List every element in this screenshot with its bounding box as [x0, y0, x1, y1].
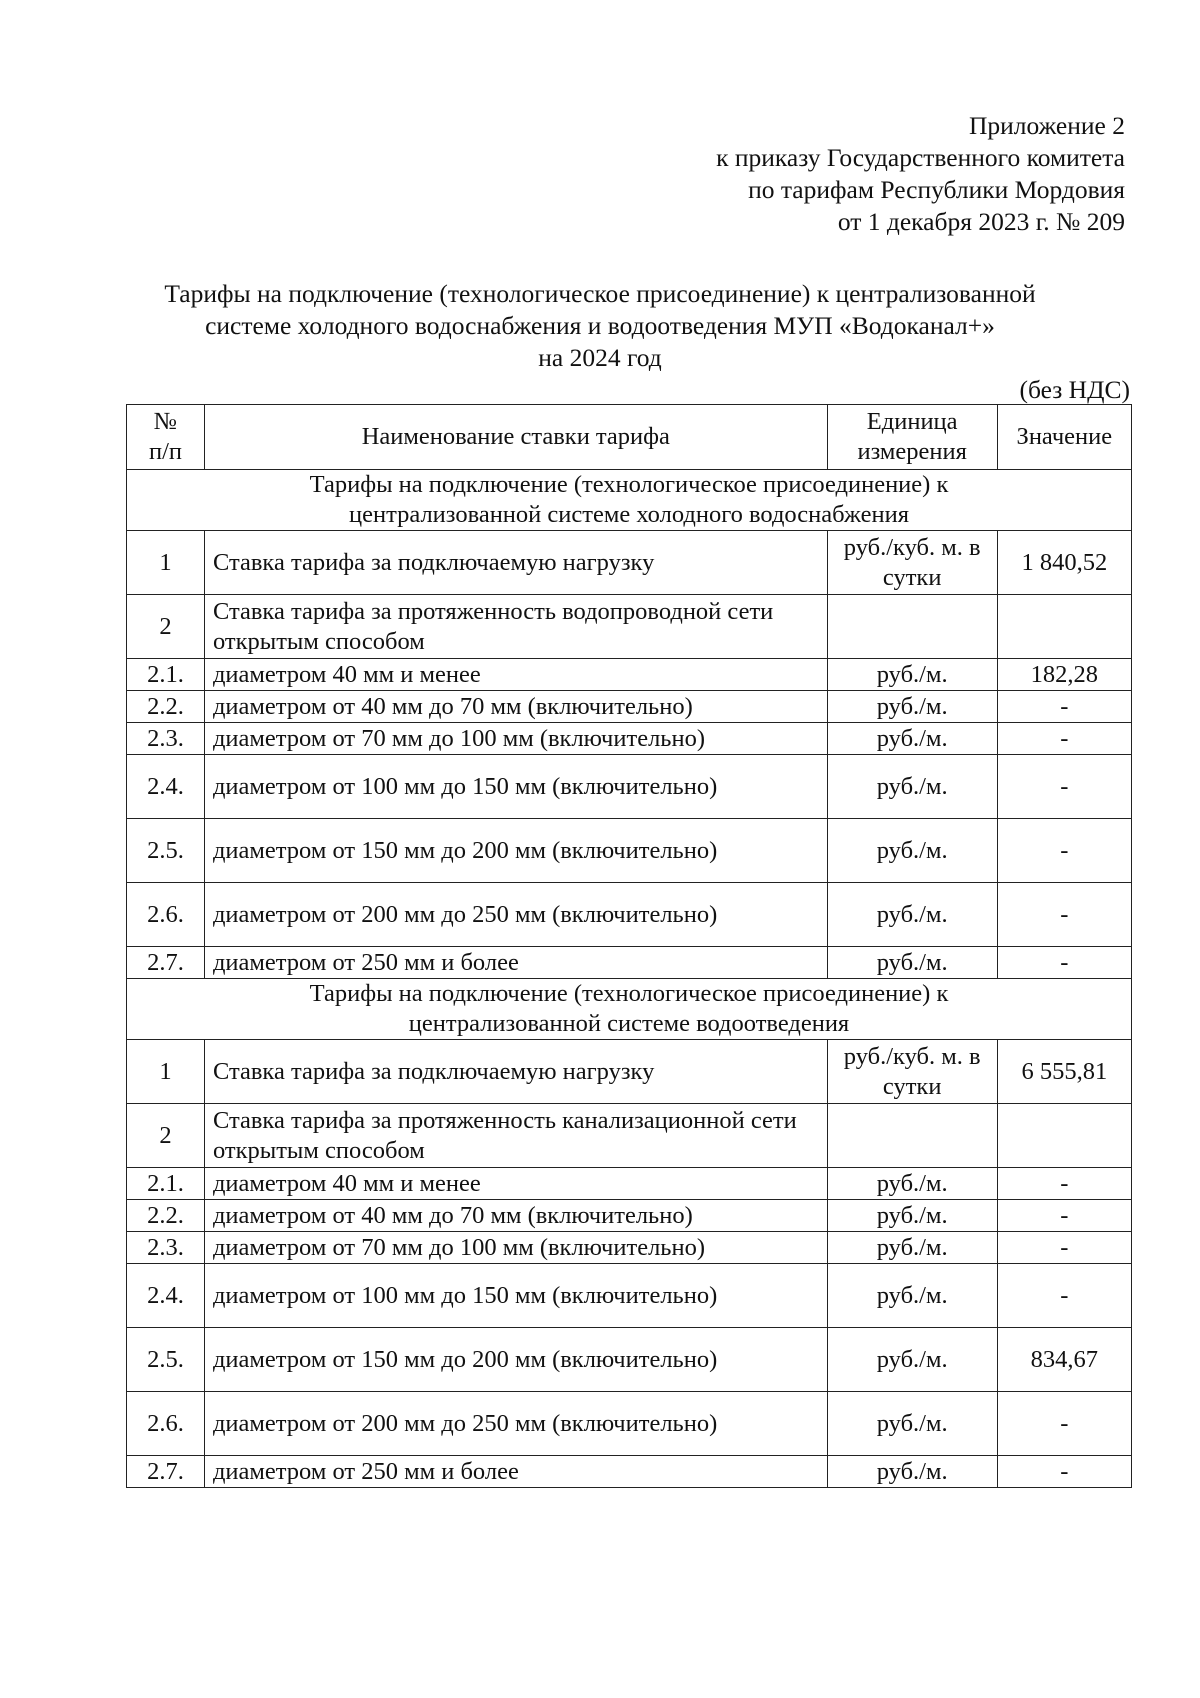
table-row: 2.7. диаметром от 250 мм и более руб./м. - — [127, 947, 1132, 979]
table-row: 2.5. диаметром от 150 мм до 200 мм (включительно) руб./м. - — [127, 819, 1132, 883]
header-name: Наименование ставки тарифа — [204, 405, 827, 470]
table-row: 2.5. диаметром от 150 мм до 200 мм (включительно) руб./м. 834,67 — [127, 1328, 1132, 1392]
section-row — [127, 470, 1132, 531]
table-row: 2.4. диаметром от 100 мм до 150 мм (включительно) руб./м. - — [127, 755, 1132, 819]
table-row: 2.3. диаметром от 70 мм до 100 мм (включительно) руб./м. - — [127, 723, 1132, 755]
table-row: 2.6. диаметром от 200 мм до 250 мм (включительно) руб./м. - — [127, 1392, 1132, 1456]
table-row: 2.2. диаметром от 40 мм до 70 мм (включительно) руб./м. - — [127, 1200, 1132, 1232]
annex-number: Приложение 2 — [969, 111, 1125, 140]
table-row: 2 Ставка тарифа за протяженность канализационной сети открытым способом — [127, 1104, 1132, 1168]
table-row: 2.3. диаметром от 70 мм до 100 мм (включительно) руб./м. - — [127, 1232, 1132, 1264]
tariff-table — [126, 404, 1132, 1488]
section-title-water-supply: Тарифы на подключение (технологическое присоединение) к централизованной системе холодного водоснабжения — [127, 470, 1132, 531]
table-row: 2.6. диаметром от 200 мм до 250 мм (включительно) руб./м. - — [127, 883, 1132, 947]
table-row: 2.4. диаметром от 100 мм до 150 мм (включительно) руб./м. - — [127, 1264, 1132, 1328]
vat-note: (без НДС) — [1019, 375, 1130, 404]
header-value: Значение — [997, 405, 1131, 470]
annex-order-ref: к приказу Государственного комитета — [716, 143, 1125, 172]
title-line-2: системе холодного водоснабжения и водоотведения МУП «Водоканал+» — [205, 311, 995, 340]
annex-committee: по тарифам Республики Мордовия — [748, 175, 1125, 204]
header-unit: Единица измерения — [827, 405, 997, 470]
annex-header — [716, 110, 1125, 238]
title-line-1: Тарифы на подключение (технологическое присоединение) к централизованной — [164, 279, 1036, 308]
table-row: 2.2. диаметром от 40 мм до 70 мм (включительно) руб./м. - — [127, 691, 1132, 723]
title-line-3: на 2024 год — [538, 343, 662, 372]
table-row: 2.7. диаметром от 250 мм и более руб./м. - — [127, 1456, 1132, 1488]
header-num: № п/п — [127, 405, 205, 470]
section-row — [127, 979, 1132, 1040]
annex-date: от 1 декабря 2023 г. № 209 — [837, 207, 1125, 236]
table-header-row — [127, 405, 1132, 470]
table-row: 1 Ставка тарифа за подключаемую нагрузку руб./куб. м. в сутки 6 555,81 — [127, 1040, 1132, 1104]
table-row: 2.1. диаметром 40 мм и менее руб./м. 182,28 — [127, 659, 1132, 691]
table-row: 2.1. диаметром 40 мм и менее руб./м. - — [127, 1168, 1132, 1200]
table-row: 1 Ставка тарифа за подключаемую нагрузку руб./куб. м. в сутки 1 840,52 — [127, 531, 1132, 595]
table-row: 2 Ставка тарифа за протяженность водопроводной сети открытым способом — [127, 595, 1132, 659]
section-title-wastewater: Тарифы на подключение (технологическое присоединение) к централизованной системе водоотведения — [127, 979, 1132, 1040]
document-title — [0, 278, 1200, 374]
